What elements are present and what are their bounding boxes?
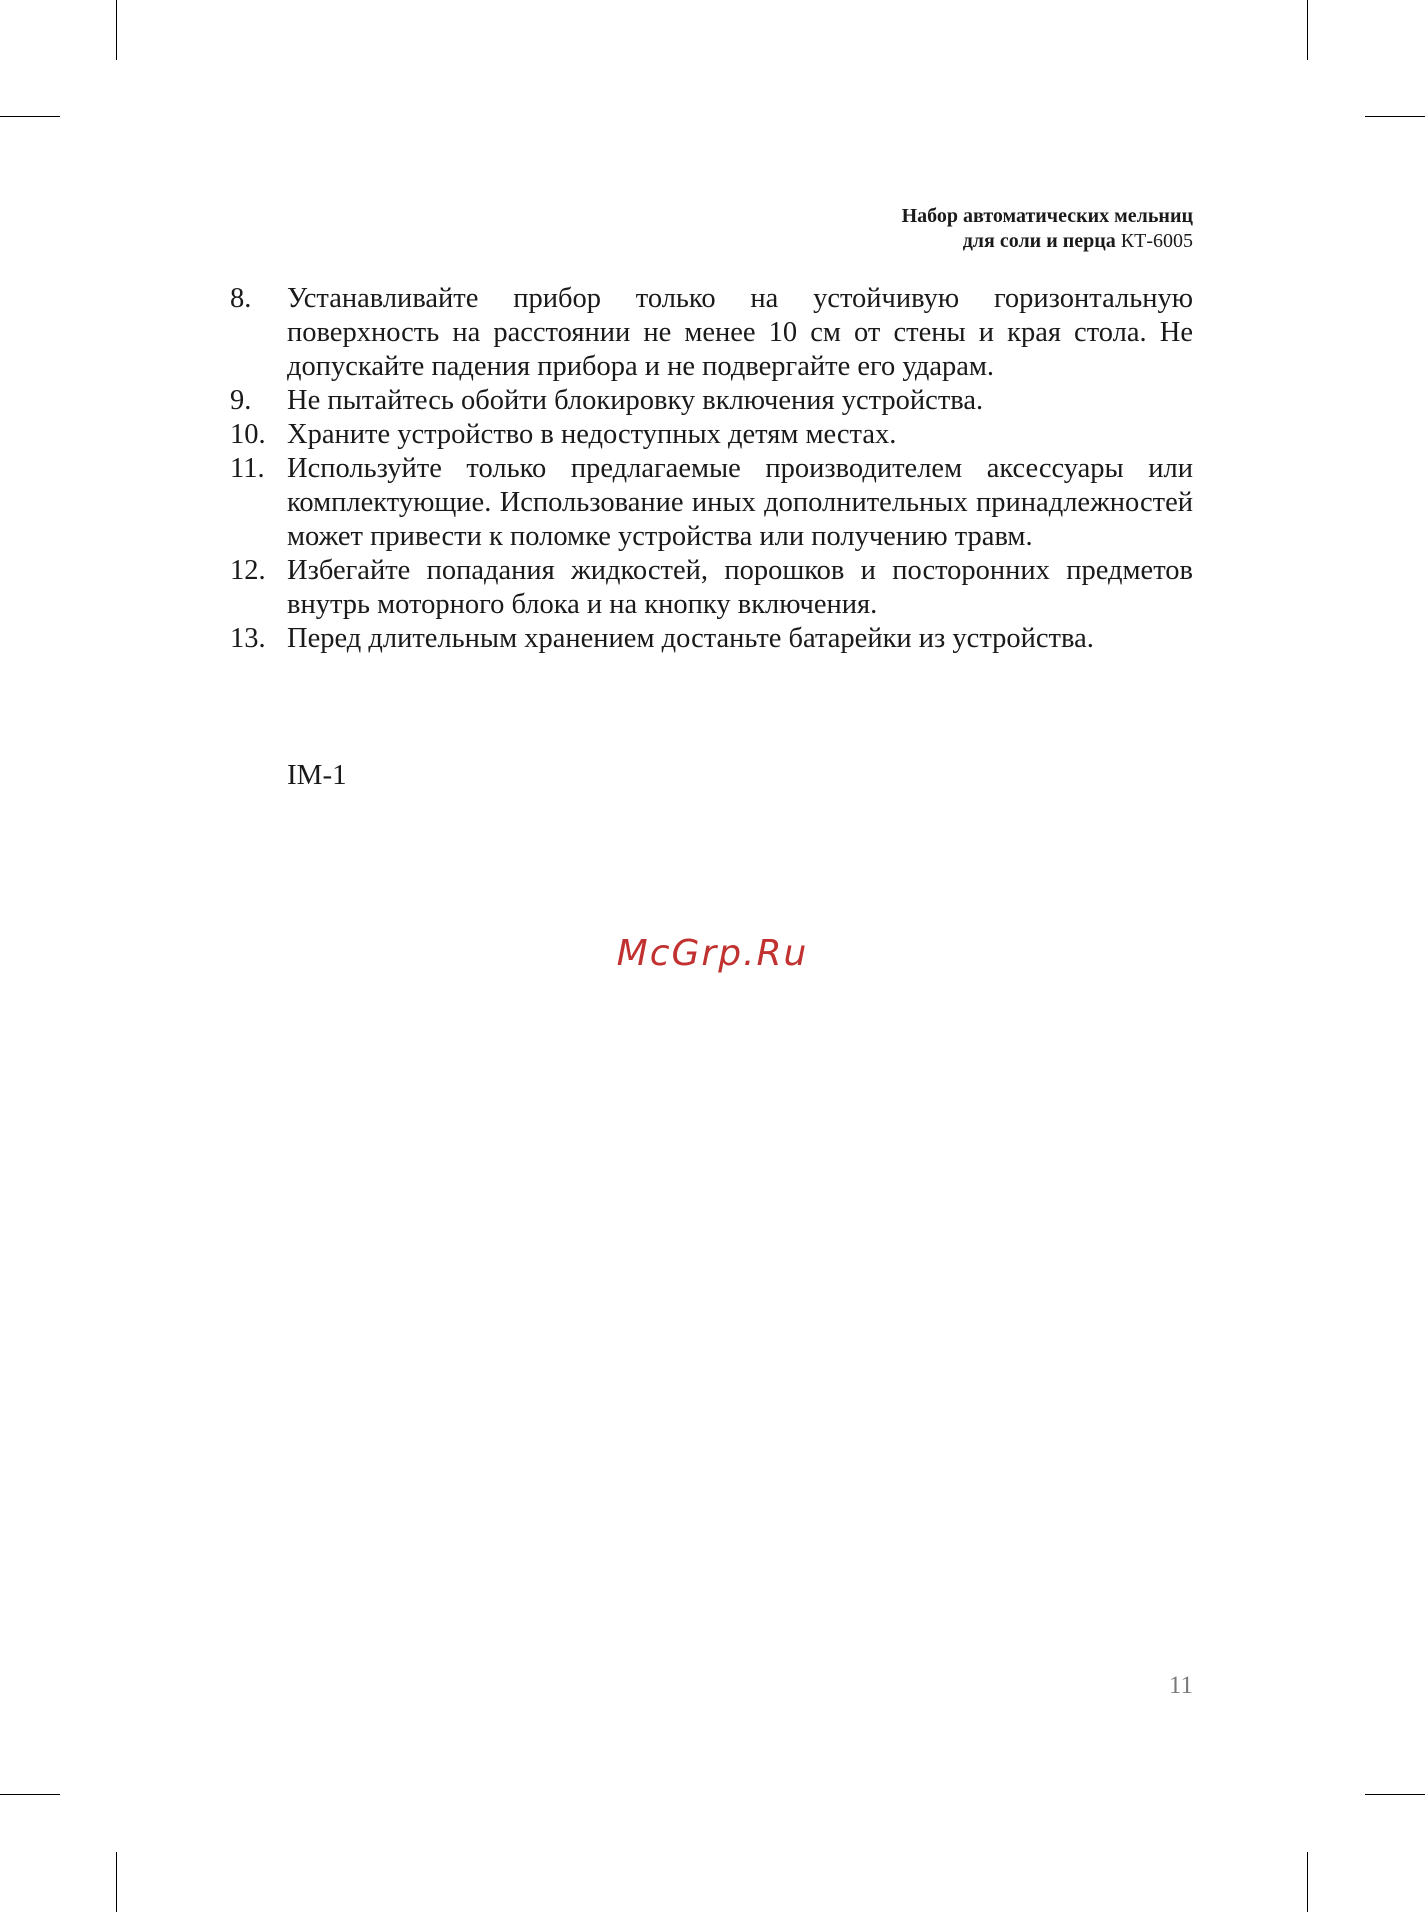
list-item-text: Не пытайтесь обойти блокировку включения устройства. [287,385,984,416]
crop-mark-bottom-left-vertical [116,1852,117,1912]
safety-instructions-list [230,282,1193,656]
crop-mark-top-left-vertical [116,0,117,60]
list-item-number: 10. [230,419,266,450]
list-item-number: 11. [230,453,265,484]
list-item-text: Используйте только предлагаемые производителем аксессуары или комплектующие. Использование иных дополнительных принадлежностей может привести к поломке устройства или получению травм. [287,453,1193,552]
page-number: 11 [1168,1672,1193,1699]
list-item-text: Храните устройство в недоступных детям местах. [287,419,897,450]
list-item [230,384,1193,418]
header-model: КТ-6005 [1120,230,1193,252]
running-header [902,204,1193,254]
list-item [230,452,1193,554]
header-title-line2 [902,229,1193,254]
list-item-number: 8. [230,283,252,314]
watermark-text: McGrp.Ru [616,933,809,974]
crop-mark-bottom-left-horizontal [0,1794,60,1795]
list-item [230,418,1193,452]
header-title-line1: Набор автоматических мельниц [901,205,1193,227]
model-code: IM-1 [287,759,347,791]
crop-mark-bottom-right-vertical [1307,1852,1308,1912]
crop-mark-top-right-vertical [1307,0,1308,60]
crop-mark-top-left-horizontal [0,116,60,117]
list-item-text: Устанавливайте прибор только на устойчивую горизонтальную поверхность на расстоянии не менее 10 см от стены и края стола. Не допускайте падения прибора и не подвергайте его ударам. [287,283,1193,382]
list-item-number: 13. [230,623,266,654]
list-item-text: Перед длительным хранением достаньте батарейки из устройства. [287,623,1094,654]
list-item-text: Избегайте попадания жидкостей, порошков и посторонних предметов внутрь моторного блока и на кнопку включения. [287,555,1193,620]
list-item-number: 9. [230,385,252,416]
crop-mark-top-right-horizontal [1365,116,1425,117]
crop-mark-bottom-right-horizontal [1365,1794,1425,1795]
header-title-line2-bold: для соли и перца [962,230,1116,252]
list-item-number: 12. [230,555,266,586]
list-item [230,282,1193,384]
list-item [230,622,1193,656]
list-item [230,554,1193,622]
